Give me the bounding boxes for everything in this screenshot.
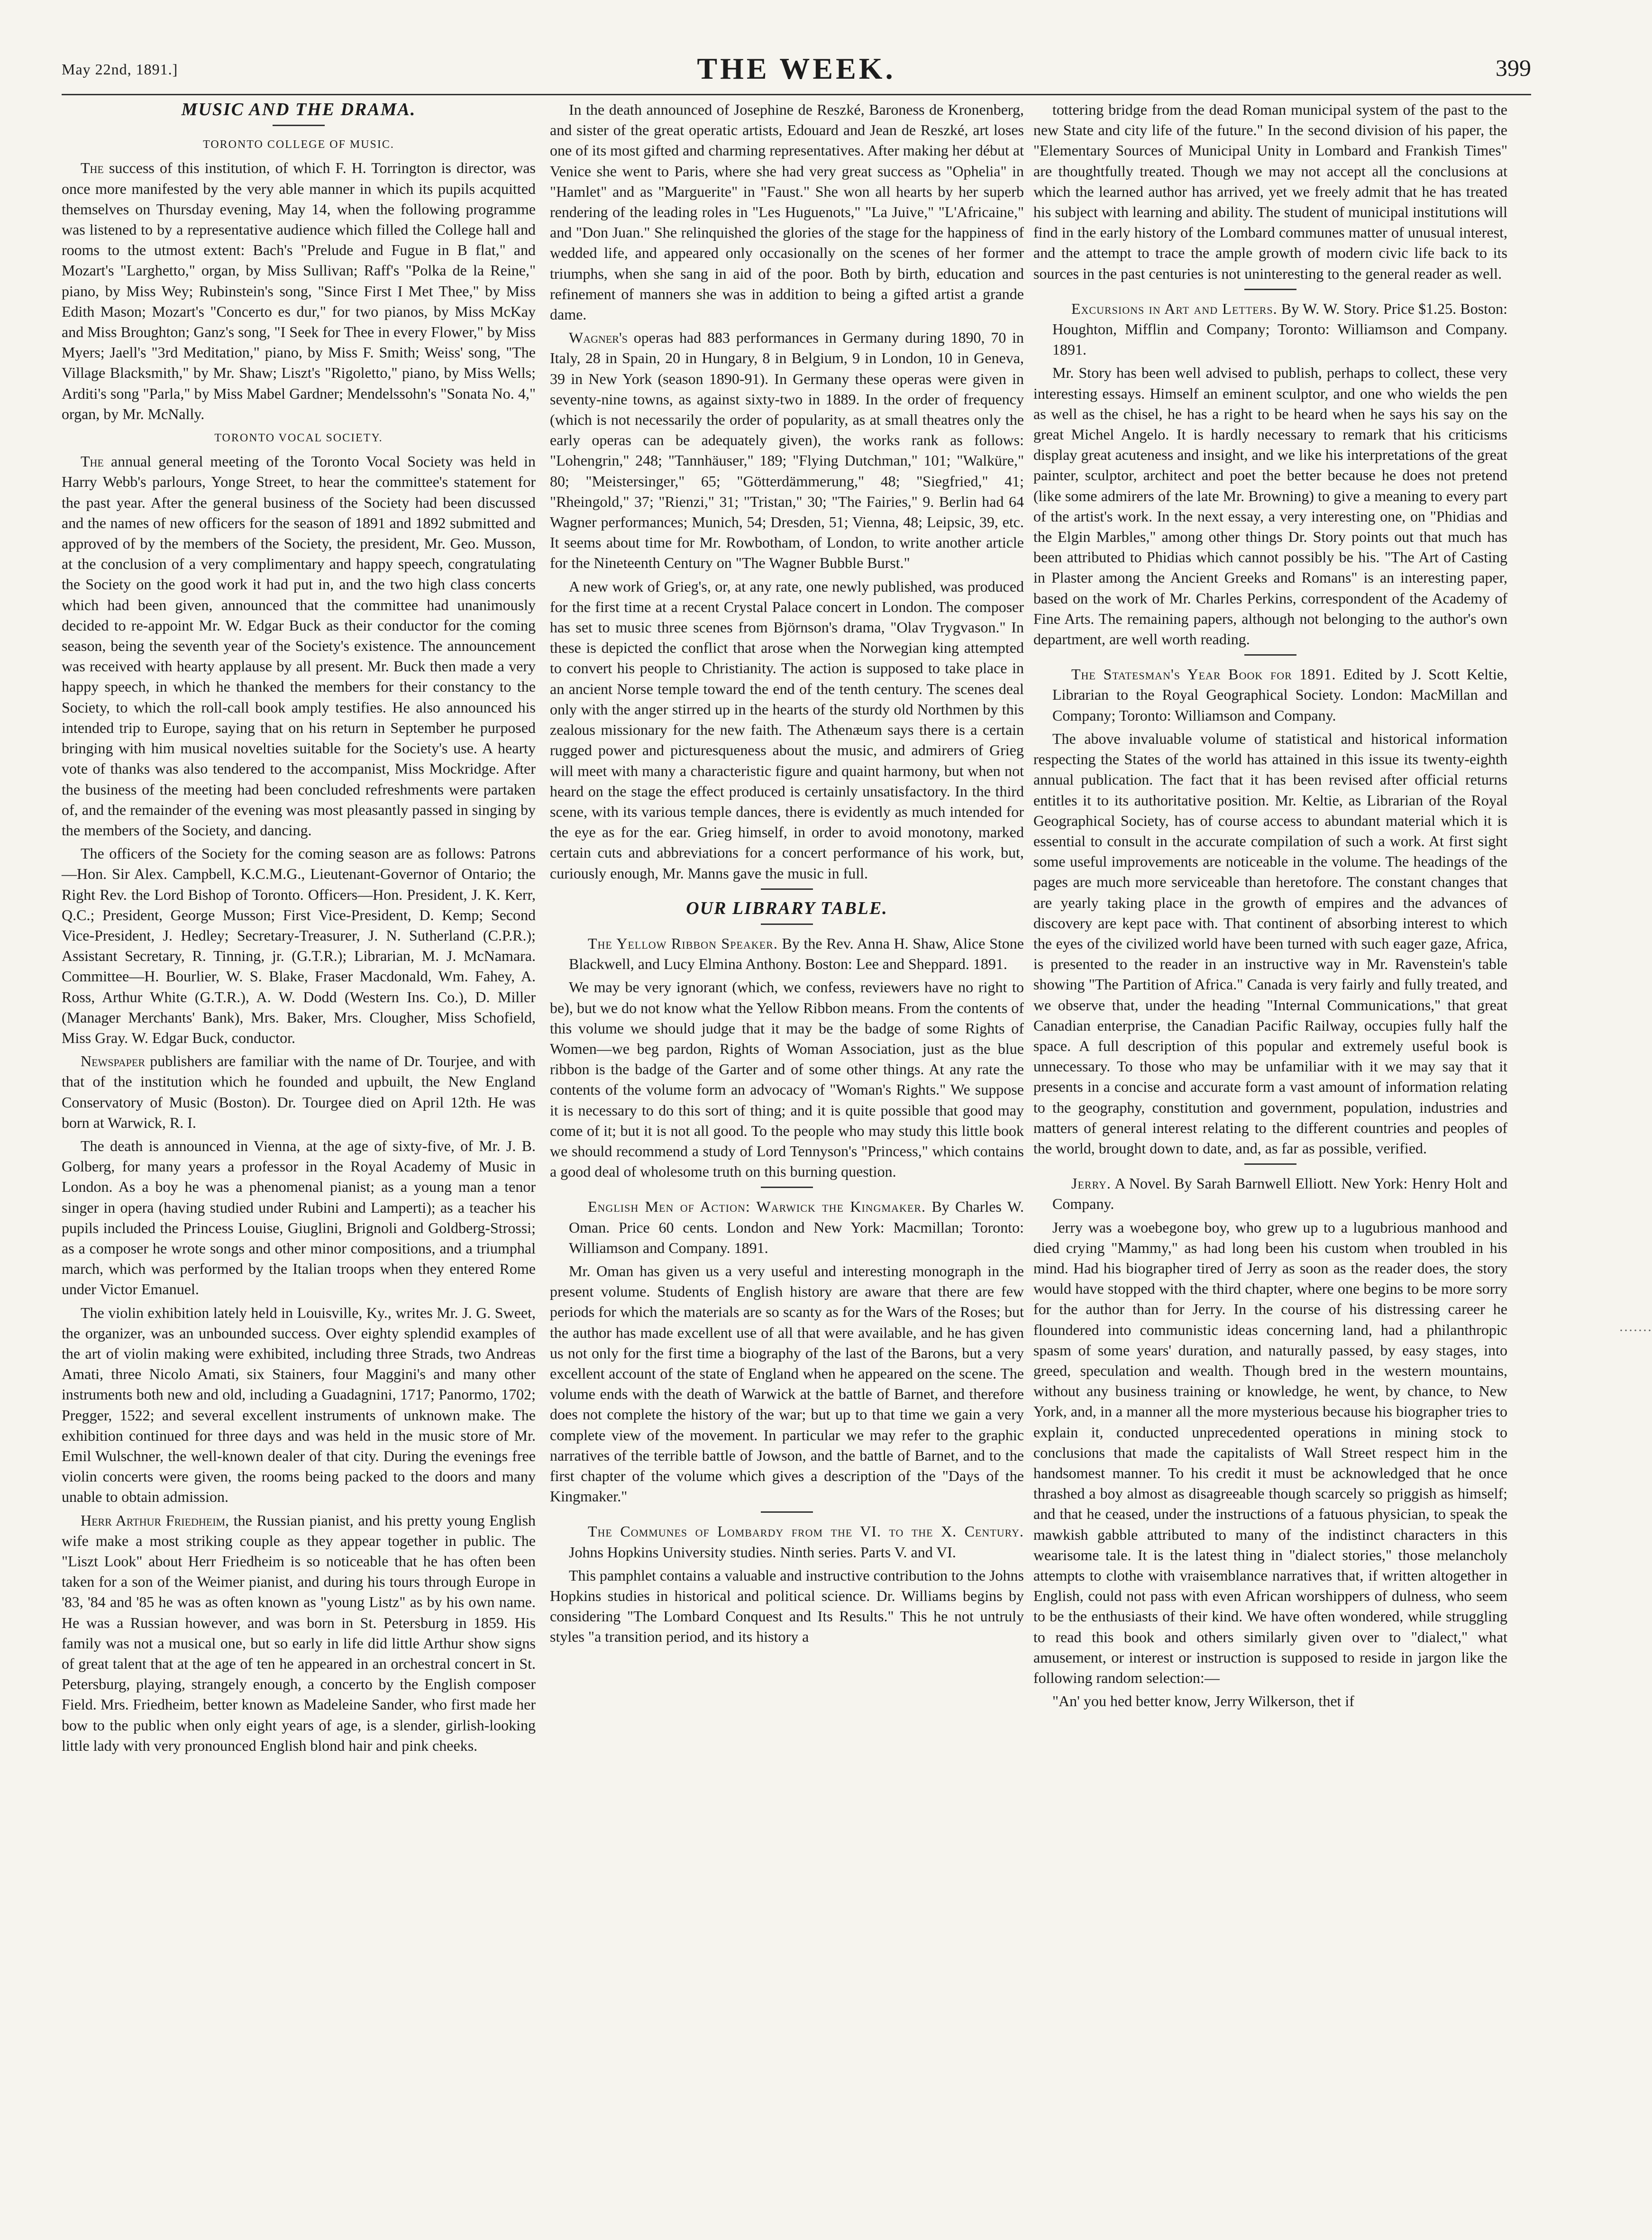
section-rule (761, 923, 813, 925)
column-1 (62, 100, 536, 1759)
book-heading (1033, 664, 1507, 726)
paragraph: The violin exhibition lately held in Louisville, Ky., writes Mr. J. G. Sweet, the organizer, was an unbounded success. Over eighty splendid examples of the art of violin making were exhibited, including three Strads, two Andreas Amati, three Nicolo Amati, six Stainers, four Maggini's and many other instruments both new and old, including a Guadagnini, 1717; Panormo, 1702; Pregger, 1522; and several excellent instruments of unknown make. The exhibition continued for three days and was held in the music store of Mr. Emil Wulschner, the well-known dealer of that city. During the evenings free violin concerts were given, the rooms being packed to the doors and many unable to obtain admission. (62, 1304, 536, 1506)
section-rule (761, 1511, 813, 1513)
subhead-vocal-society: TORONTO VOCAL SOCIETY. (214, 432, 383, 445)
paragraph-text: , the Russian pianist, and his pretty young English wife make a most striking couple as they appear together in public. The "Liszt Look" about Herr Friedheim is so noticeable that he has often been taken for a son of the Weimer pianist, and during his tours through Europe in '83, '84 and '85 he was as often known as "young Listz" as by his own name. He was a Russian however, and was born in St. Petersburg in 1859. His family was not a musical one, but so early in life did little Arthur show signs of great talent that at the age of ten he appeared in an orchestral concert in St. Petersburg, playing, strangely enough, a concerto by the English composer Field. Mrs. Friedheim, better known as Madeleine Sander, who first made her bow to the public when only eight years of age, is a slender, girlish-looking little lady with very pronounced English blond hair and pink cheeks. (62, 1511, 536, 1754)
paragraph: We may be very ignorant (which, we confess, reviewers have no right to be), but we do not know what the Yellow Ribbon means. From the contents of this volume we should judge that it may be the badge of some Rights of Women—we beg pardon, Rights of Woman Association, just as the blue ribbon is the badge of the Garter and of some other things. At any rate the contents of the volume form an advocacy of "Woman's Rights." We suppose it is necessary to do this sort of thing; and it is quite possible that good may come of it; but it is not all good. To the people who may study this little book we should recommend a study of Lord Tennyson's "Princess," which contains a good deal of wholesome truth on this burning question. (550, 978, 1024, 1180)
paragraph (62, 451, 536, 841)
section-title-library-table: OUR LIBRARY TABLE. (686, 898, 888, 918)
paragraph: A new work of Grieg's, or, at any rate, one newly published, was produced for the first time at a recent Crystal Palace concert in London. The composer has set to music three scenes from Björnson's drama, "Olav Trygvason." In these is depicted the conflict that arose when the Norwegian king attempted to convert his people to Christianity. The action is supposed to take place in an ancient Norse temple toward the end of the tenth century. The scenes deal only with the anger stirred up in the hearts of the sturdy old Northmen by this zealous missionary for the new faith. The Athenæum says there is a certain rugged power and picturesqueness about the music, and admirers of Grieg will meet with many a characteristic figure and quaint harmony, but when not heard on the stage the effect produced is certainly unsatisfactory. In the third scene, with its various temple dances, there is evidently as much intended for the eye as for the ear. Grieg himself, in order to avoid monotony, marked certain cuts and abbreviations for a concert performance of his work, but, curiously enough, Mr. Manns gave the music in full. (550, 577, 1024, 882)
section-rule (761, 1187, 813, 1188)
book-heading (1033, 1173, 1507, 1214)
paragraph-text: success of this institution, of which F. H. Torrington is director, was once more manifested by the very able manner in which its pupils acquitted themselves on Thursday evening, May 14, when the following programme was listened to by a representative audience which filled the College hall and rooms to the utmost extent: Bach's "Prelude and Fugue in B flat," and Mozart's "Larghetto," organ, by Miss Sullivan; Raff's "Polka de la Reine," piano, by Miss Wey; Rubinstein's song, "Since First I Met Thee," by Miss Edith Mason; Mozart's "Concerto es dur," for two pianos, by Miss McKay and Miss Broughton; Ganz's song, "I Seek for Thee in every Flower," by Miss Myers; Jaell's "3rd Meditation," piano, by Miss F. Smith; Weiss' song, "The Village Blacksmith," by Mr. Shaw; Liszt's "Rigoletto," piano, by Miss Wells; Arditi's song "Parla," by Miss Mabel Gardner; Mendelssohn's "Sonata No. 4," organ, by Mr. McNally. (62, 159, 536, 422)
page-number: 399 (1496, 55, 1531, 81)
book-heading (550, 1197, 1024, 1258)
section-rule (1244, 1163, 1296, 1165)
book-details: A Novel. By Sarah Barnwell Elliott. New York: Henry Holt and Company. (1052, 1175, 1507, 1213)
lead-word: Wagner's (569, 329, 628, 347)
column-3 (1033, 100, 1507, 1714)
paragraph: The death is announced in Vienna, at the age of sixty-five, of Mr. J. B. Golberg, for many years a professor in the Royal Academy of Music in London. As a boy he was a phenomenal pianist; as a young man a tenor singer in opera (having studied under Rubini and Lamperti); as a teacher his pupils included the Princess Louise, Giuglini, Brignoli and Goldberg-Strossi; as a composer he wrote songs and other minor compositions, and a triumphal march, which was performed by the Italian troops when they entered Rome under Victor Emanuel. (62, 1137, 536, 1298)
section-rule (1244, 289, 1296, 290)
book-heading (550, 933, 1024, 974)
book-details: Johns Hopkins University studies. Ninth series. Parts V. and VI. (569, 1543, 956, 1561)
book-details: By Charles W. Oman. Price 60 cents. London and New York: Macmillan; Toronto: Williamson and Company. 1891. (569, 1198, 1024, 1256)
lead-word: The (81, 159, 104, 177)
book-heading (1033, 299, 1507, 360)
lead-word: The (81, 453, 104, 470)
subhead-college-of-music: TORONTO COLLEGE OF MUSIC. (203, 138, 394, 151)
book-heading (550, 1521, 1024, 1562)
paragraph: The officers of the Society for the coming season are as follows: Patrons—Hon. Sir Alex. Campbell, K.C.M.G., Lieutenant-Governor of Ontario; the Right Rev. the Lord Bishop of Toronto. Officers—Hon. President, J. K. Kerr, Q.C.; President, George Musson; First Vice-President, D. Kemp; Second Vice-President, J. Hedley; Secretary-Treasurer, J. N. Sutherland (C.P.R.); Assistant Secretary, R. Tinning, jr. (G.T.R.); Librarian, M. J. McNamara. Committee—H. Bourlier, W. S. Blake, Fraser Macdonald, Wm. Fahey, A. Ross, Arthur White (G.T.R.), A. W. Dodd (Western Ins. Co.), D. Miller (Manager Merchants' Bank), Mrs. Baker, Mrs. Clougher, Miss Schofield, Miss Gray. W. Edgar Buck, conductor. (62, 845, 536, 1046)
page-header (62, 51, 1531, 94)
section-rule (1244, 654, 1296, 656)
book-details: Edited by J. Scott Keltie, Librarian to the Royal Geographical Society. London: MacMillan and Company; Toronto: Williamson and Company. (1052, 666, 1508, 724)
section-title-music-drama: MUSIC AND THE DRAMA. (181, 100, 416, 119)
book-details: By W. W. Story. Price $1.25. Boston: Houghton, Mifflin and Company; Toronto: Williamson and Company. 1891. (1052, 300, 1508, 358)
column-2 (550, 100, 1024, 1650)
paragraph (62, 1051, 536, 1133)
margin-mark: ······· (1619, 1323, 1652, 1338)
paragraph: tottering bridge from the dead Roman municipal system of the past to the new State and city life of the future." In the second division of his paper, the "Elementary Sources of Municipal Unity in Lombard and Frankish Times" are thoughtfully treated. Though we may not accept all the conclusions at which the learned author has arrived, yet we freely admit that he has treated his subject with learning and ability. The student of municipal institutions will find in the early history of the Lombard communes matter of unusual interest, and the attempt to trace the ample growth of modern civic life back to its sources in the past centuries is not uninteresting to the general reader as well. (1033, 101, 1507, 282)
book-details: By the Rev. Anna H. Shaw, Alice Stone Blackwell, and Lucy Elmina Anthony. Boston: Lee and Sheppard. 1891. (569, 934, 1024, 973)
paragraph (62, 1510, 536, 1756)
section-rule (273, 125, 325, 126)
paragraph (550, 328, 1024, 573)
paragraph: This pamphlet contains a valuable and instructive contribution to the Johns Hopkins studies in historical and political science. Dr. Williams begins by considering "The Lombard Conquest and Its Results." This he not untruly styles "a transition period, and its history a (550, 1566, 1024, 1646)
lead-word: Newspaper (81, 1052, 145, 1070)
section-rule (761, 888, 813, 890)
book-title: The Statesman's Year Book for 1891. (1071, 666, 1336, 683)
book-title: Jerry. (1071, 1175, 1111, 1192)
paragraph: In the death announced of Josephine de Reszké, Baroness de Kronenberg, and sister of the great operatic artists, Edouard and Jean de Reszké, art loses one of its most gifted and charming representatives. After making her début at Venice she went to Paris, where she had very great success as "Ophelia" in "Hamlet" and as "Marguerite" in "Faust." She won all hearts by her superb rendering of the leading roles in "Les Huguenots," "La Juive," "L'Africaine," and "Don Juan." She relinquished the glories of the stage for the happiness of wedded life, and appeared only occasionally on the scenes of her former triumphs, when she sang in aid of the poor. Both by birth, education and refinement of manners she was in addition to being a gifted artist a grande dame. (550, 101, 1024, 323)
paragraph: The above invaluable volume of statistical and historical information respecting the States of the world has attained in this issue its twenty-eighth annual publication. The fact that it has been revised after official returns entitles it to its authoritative position. Mr. Keltie, as Librarian of the Royal Geographical Society, has of course access to abundant material which it is essential to consult in the accurate compilation of such a work. At first sight some useful improvements are noticeable in the volume. The headings of the pages are much more serviceable than heretofore. The constant changes that are yearly taking place in the growth of empires and the advances of discovery are kept pace with. That continent of absorbing interest to which the eyes of the civilized world have been turned with such eager gaze, Africa, is presented to the reader in an instructive way in Mr. Ravenstein's table showing "The Partition of Africa." Canada is very fairly and fully treated, and we observe that, under the heading "Internal Communications," that great Canadian enterprise, the Canadian Pacific Railway, occupies fully half the space. A full description of this popular and extremely useful book is unnecessary. To those who may be unfamiliar with it we may say that it presents in a concise and accurate form a vast amount of information relating to the geography, constitution and government, population, industries and matters of general interest relating to the different countries and peoples of the world, brought down to date, and, as far as possible, verified. (1033, 730, 1507, 1157)
header-rule (62, 94, 1531, 95)
issue-date: May 22nd, 1891.] (62, 61, 178, 78)
paragraph: Mr. Oman has given us a very useful and interesting monograph in the present volume. Students of English history are aware that there are few periods for which the materials are so scanty as for the Wars of the Roses; but the author has made excellent use of all that were available, and he has given us not only for the first time a biography of the last of the Barons, but a very excellent account of the state of England when he appeared on the scene. The volume ends with the death of Warwick at the battle of Barnet, and therefore does not complete the history of the war; but up to that time we gain a very complete view of the movement. In particular we may refer to the graphic narratives of the terrible battle of Jowson, and the battle of Barnet, and to the first chapter of the volume which gives a description of the "Days of the Kingmaker." (550, 1262, 1024, 1505)
paragraph: "An' you hed better know, Jerry Wilkerson, thet if (1052, 1692, 1354, 1710)
paragraph: Jerry was a woebegone boy, who grew up to a lugubrious manhood and died crying "Mammy," as had long been his custom when troubled in his mind. Had his biographer tired of Jerry as soon as the reader does, the story would have stopped with the third chapter, where one begins to be more sorry for the author than for Jerry. In the course of his distressing career he floundered into communistic ideas concerning land, had a philanthropic spasm of some years' duration, and naturally passed, by easy stages, into greed, speculation and wealth. Though bred in the western mountains, without any business training or knowledge, he went, by chance, to New York, and, in a manner all the more mysterious because his biographer tries to explain it, conducted unprecedented operations in mining stock to conclusions that made the capitalists of Wall Street respect him in the handsomest manner. To his credit it must be acknowledged that he once thrashed a boy almost as disagreeable though scarcely so priggish as himself; and that he ceased, under the instructions of a fatuous physician, to speak the mawkish gabble attributed to many of the indistinct characters in this wearisome tale. It is the latest thing in "dialect stories," those melancholy attempts to clothe with vraisemblance narratives that, if written altogether in English, could not pass with even African worshippers of dulness, who seem to be the enthusiasts of their kind. We have often wondered, while struggling to read this book and others similarly given over to "dialect," what amusement, or interest or instruction is supposed to reside in jargon like the following random selection:— (1033, 1218, 1507, 1687)
masthead-title: THE WEEK. (697, 52, 896, 85)
lead-word: Herr Arthur Friedheim (81, 1511, 226, 1529)
paragraph-text: annual general meeting of the Toronto Vocal Society was held in Harry Webb's parlours, Yonge Street, to hear the committee's statement for the past year. After the general business of the Society had been discussed and the names of new officers for the season of 1891 and 1892 submitted and approved of by the members of the Society, the president, Mr. Geo. Musson, at the conclusion of a very complimentary and happy speech, congratulating the Society on the good work it had put in, and the two high class concerts which had been given, announced that the committee had unanimously decided to re-appoint Mr. W. Edgar Buck as their conductor for the coming season, being the seventh year of the Society's existence. The announcement was received with hearty applause by all present. Mr. Buck then made a very happy speech, in which he thanked the members for their constancy to the Society, to which the roll-call book amply testifies. He also announced his intended trip to Europe, saying that on his return in September he purposed bringing with him musical novelties suitable for the Society's use. A hearty vote of thanks was also tendered to the accompanist, Miss Mockridge. After the business of the meeting had been concluded refreshments were partaken of, and the remainder of the evening was most pleasantly passed in singing by the members of the Society, and dancing. (62, 453, 536, 839)
book-title: Excursions in Art and Letters. (1071, 300, 1278, 317)
book-title: English Men of Action: Warwick the Kingmaker. (588, 1198, 926, 1216)
paragraph-text: operas had 883 performances in Germany during 1890, 70 in Italy, 28 in Spain, 20 in Hungary, 8 in Belgium, 9 in London, 10 in Geneva, 39 in New York (season 1890-91). In Germany these operas were given in seventy-nine towns, as against sixty-two in 1889. In the order of frequency (which is not necessarily the order of popularity, as at small theatres only the early operas can be adequately given), the works rank as follows: "Lohengrin," 248; "Tannhäuser," 189; "Flying Dutchman," 101; "Walküre," 80; "Meistersinger," 65; "Götterdämmerung," 48; "Siegfried," 41; "Rheingold," 37; "Rienzi," 31; "Tristan," 30; "The Fairies," 9. Berlin had 64 Wagner performances; Munich, 54; Dresden, 51; Vienna, 48; Leipsic, 39, etc. It seems about time for Mr. Rowbotham, of London, to write another article for the Nineteenth Century on "The Wagner Bubble Burst." (550, 329, 1024, 572)
book-title: The Yellow Ribbon Speaker. (588, 934, 778, 952)
paragraph (62, 158, 536, 424)
book-title: The Communes of Lombardy from the VI. to the X. Century. (588, 1523, 1024, 1540)
paragraph: Mr. Story has been well advised to publish, perhaps to collect, these very interesting essays. Himself an eminent sculptor, and one who wields the pen as well as the chisel, he has a right to be heard when he says his say on the great Michel Angelo. It is hardly necessary to remark that his criticisms display great acuteness and insight, and we like his interpretations of the great painter, sculptor, architect and poet the better because he does not pretend (like some admirers of the late Mr. Browning) to give a meaning to every part of the artist's work. In the next essay, a very interesting one, on "Phidias and the Elgin Marbles," among other things Dr. Story points out that much has been attributed to Phidias which cannot possibly be his. "The Art of Casting in Plaster among the Ancient Greeks and Romans" is an interesting paper, based on the work of Mr. Charles Perkins, correspondent of the Academy of Fine Arts. The remaining papers, although not belonging to the author's own department, are well worth reading. (1033, 364, 1507, 648)
paragraph-text: publishers are familiar with the name of Dr. Tourjee, and with that of the institution which he founded and upbuilt, the New England Conservatory of Music (Boston). Dr. Tourgee died on April 12th. He was born at Warwick, R. I. (62, 1052, 536, 1131)
